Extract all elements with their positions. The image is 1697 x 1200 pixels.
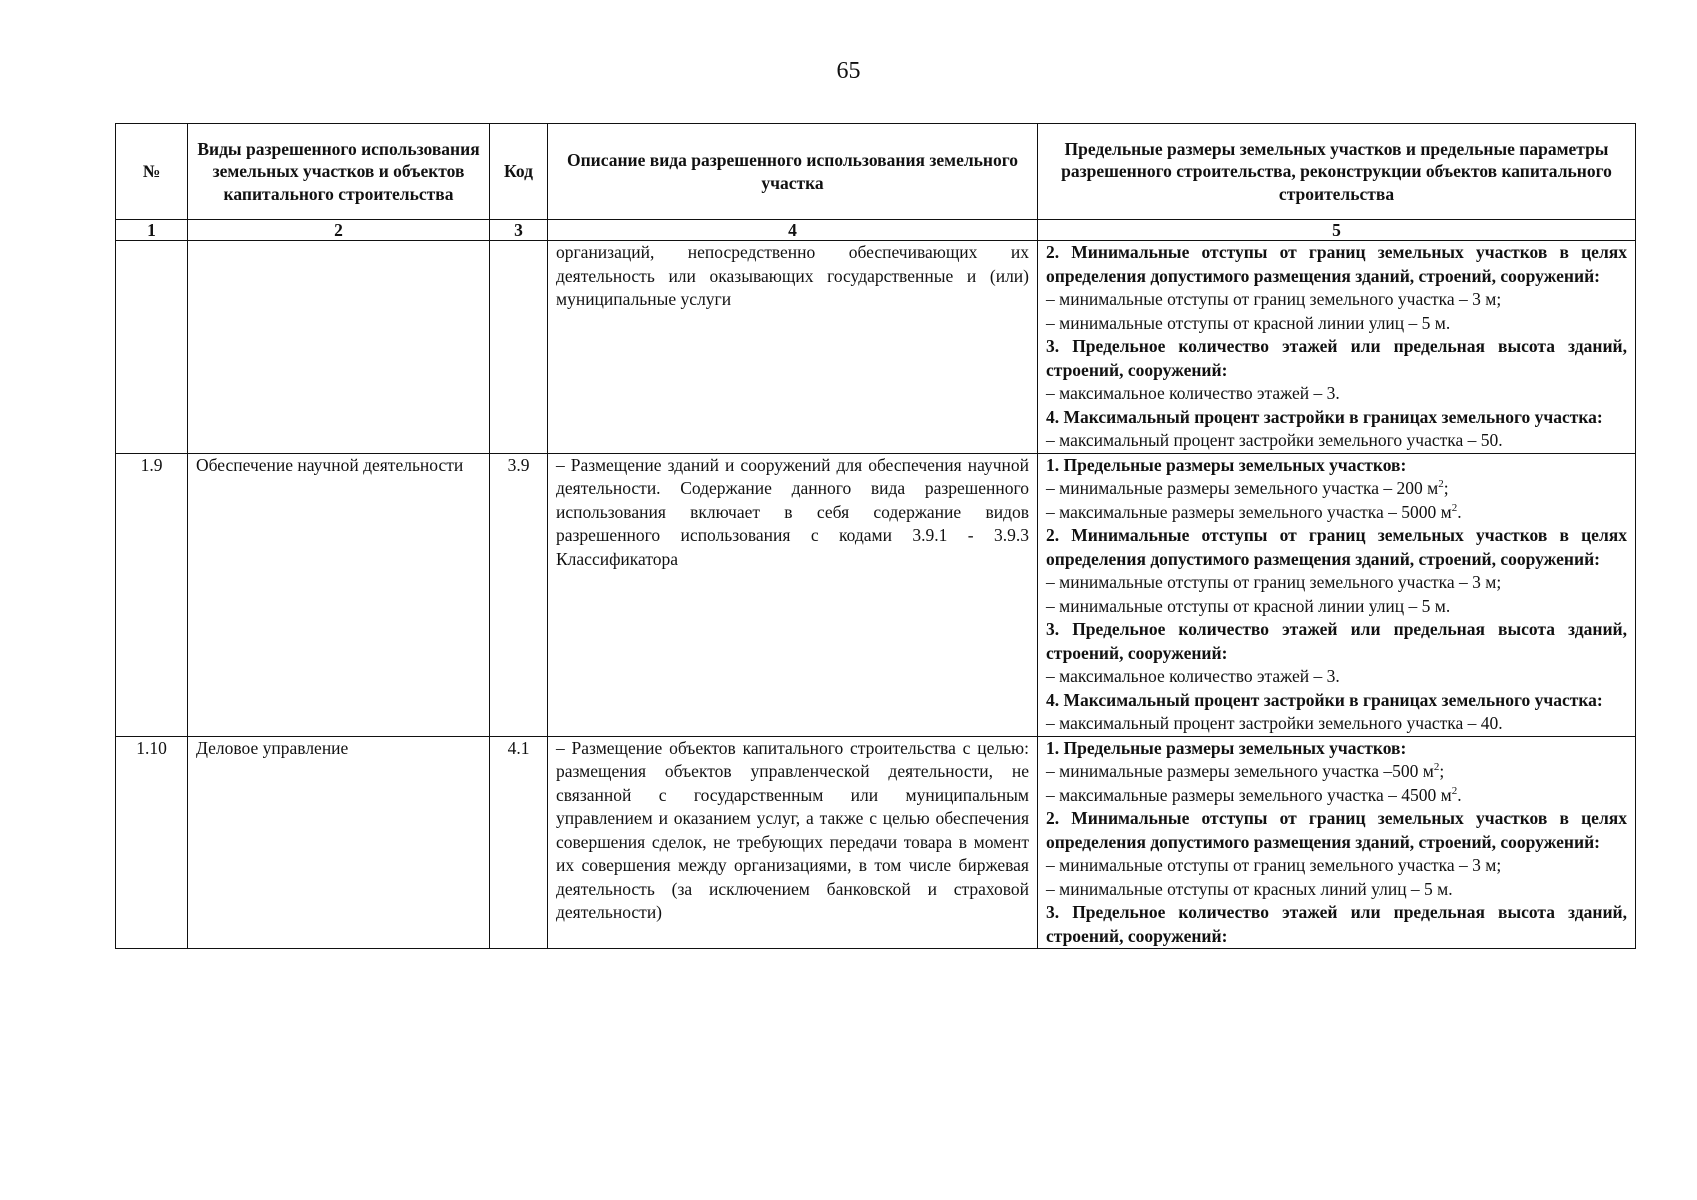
header-parameters: Предельные размеры земельных участков и предельные параметры разрешенного строительства, реконструкции объектов капитального строительства [1038,124,1636,220]
header-code: Код [490,124,548,220]
header-use-type: Виды разрешенного использования земельных участков и объектов капитального строительства [188,124,490,220]
parameter-heading: 1. Предельные размеры земельных участков: [1046,454,1407,475]
column-number-row [116,220,1636,241]
header-number: № [116,124,188,220]
column-number: 2 [188,220,490,241]
row-use-type: Деловое управление [188,736,490,949]
parameter-item: – максимальный процент застройки земельного участка – 40. [1046,713,1503,733]
table-body [116,241,1636,949]
parameter-item: – минимальные размеры земельного участка –500 $м^2$; [1046,761,1445,781]
table-row [116,241,1636,454]
parameter-item: – минимальные размеры земельного участка – 200 $м^2$; [1046,478,1449,498]
parameter-heading: 2. Минимальные отступы от границ земельных участков в целях определения допустимого размещения зданий, строений, сооружений: [1046,525,1627,569]
row-parameters [1038,736,1636,949]
row-parameters [1038,241,1636,454]
row-code: 3.9 [490,453,548,736]
parameter-item: – максимальное количество этажей – 3. [1046,383,1340,403]
column-number: 3 [490,220,548,241]
row-number [116,241,188,454]
parameter-item: – минимальные отступы от красной линии улиц – 5 м. [1046,595,1451,616]
row-parameters [1038,453,1636,736]
land-use-table [115,123,1636,949]
table-row [116,453,1636,736]
parameter-item: – минимальные отступы от границ земельного участка – 3 м; [1046,855,1502,875]
parameter-item: – максимальные размеры земельного участка – 4500 $м^2$. [1046,784,1462,805]
row-description: организаций, непосредственно обеспечивающих их деятельность или оказывающих государственные и (или) муниципальные услуги [548,241,1038,454]
page-number: 65 [836,58,861,84]
parameter-item: – максимальное количество этажей – 3. [1046,666,1340,686]
row-use-type [188,241,490,454]
row-code [490,241,548,454]
table-header-row [116,124,1636,220]
parameter-heading: 1. Предельные размеры земельных участков: [1046,737,1407,758]
parameter-heading: 3. Предельное количество этажей или предельная высота зданий, строений, сооружений: [1046,336,1627,380]
column-number: 5 [1038,220,1636,241]
row-description: – Размещение объектов капитального строительства с целью: размещения объектов управленческой деятельности, не связанной с государственным или муниципальным управлением и оказанием услуг, а также с целью обеспечения совершения сделок, не требующих передачи товара в момент их совершения между организациями, в том числе биржевая деятельность (за исключением банковской и страховой деятельности) [548,736,1038,949]
header-description: Описание вида разрешенного использования земельного участка [548,124,1038,220]
parameter-heading: 4. Максимальный процент застройки в границах земельного участка: [1046,406,1603,427]
row-number: 1.10 [116,736,188,949]
parameter-heading: 2. Минимальные отступы от границ земельных участков в целях определения допустимого размещения зданий, строений, сооружений: [1046,808,1627,852]
parameter-item: – максимальные размеры земельного участка – 5000 $м^2$. [1046,501,1462,522]
parameter-item: – минимальные отступы от красных линий улиц – 5 м. [1046,878,1453,899]
row-code: 4.1 [490,736,548,949]
row-use-type: Обеспечение научной деятельности [188,453,490,736]
row-number: 1.9 [116,453,188,736]
parameter-item: – минимальные отступы от границ земельного участка – 3 м; [1046,289,1502,309]
parameter-item: – минимальные отступы от красной линии улиц – 5 м. [1046,312,1451,333]
parameter-item: – минимальные отступы от границ земельного участка – 3 м; [1046,572,1502,592]
parameter-heading: 2. Минимальные отступы от границ земельных участков в целях определения допустимого размещения зданий, строений, сооружений: [1046,242,1627,286]
table-row [116,736,1636,949]
parameter-heading: 3. Предельное количество этажей или предельная высота зданий, строений, сооружений: [1046,902,1627,946]
parameter-item: – максимальный процент застройки земельного участка – 50. [1046,430,1503,450]
column-number: 1 [116,220,188,241]
row-description: – Размещение зданий и сооружений для обеспечения научной деятельности. Содержание данного вида разрешенного использования включает в себя содержание видов разрешенного использования с кодами 3.9.1 - 3.9.3 Классификатора [548,453,1038,736]
parameter-heading: 4. Максимальный процент застройки в границах земельного участка: [1046,689,1603,710]
column-number: 4 [548,220,1038,241]
parameter-heading: 3. Предельное количество этажей или предельная высота зданий, строений, сооружений: [1046,619,1627,663]
